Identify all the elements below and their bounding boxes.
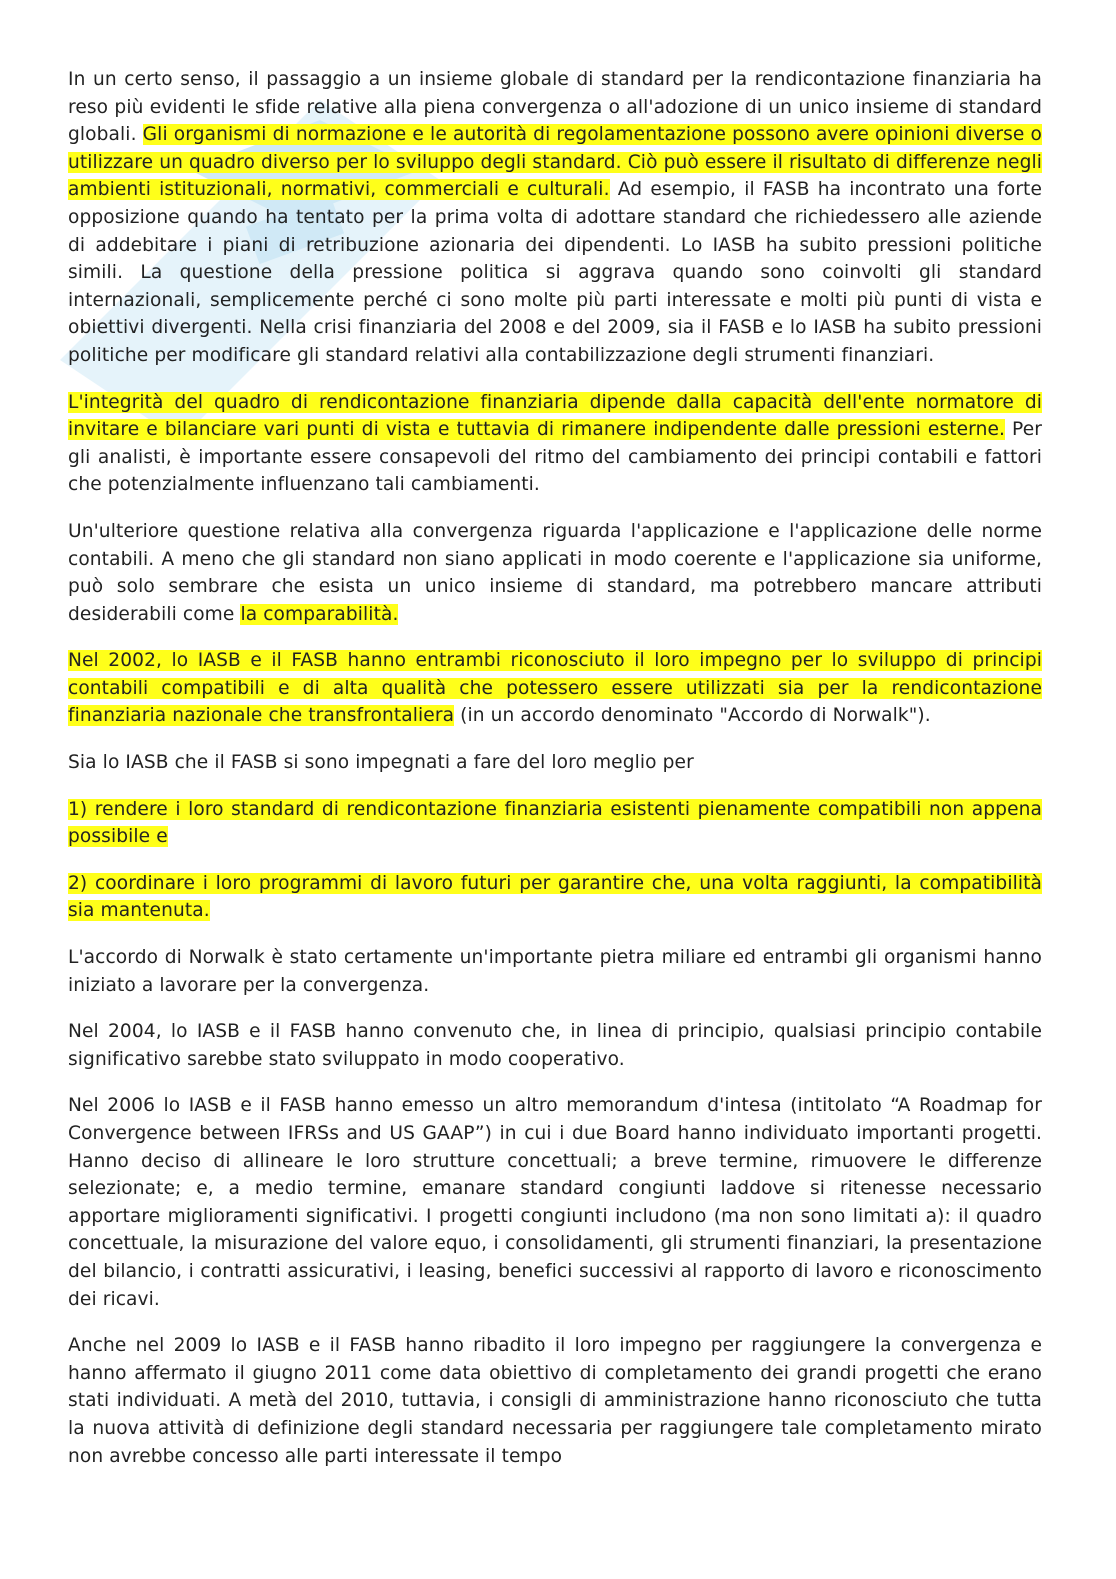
paragraph	[68, 389, 1042, 499]
paragraph	[68, 1092, 1042, 1313]
text-segment: Nel 2006 lo IASB e il FASB hanno emesso un altro memorandum d'intesa (intitolato “A Roadmap for Convergence between IFRSs and US GAAP”) in cui i due Board hanno individuato importanti progetti. Hanno deciso di allineare le loro strutture concettuali; a breve termine, rimuovere le differenze selezionate; e, a medio termine, emanare standard congiunti laddove si ritenesse necessario apportare miglioramenti significativi. I progetti congiunti includono (ma non sono limitati a): il quadro concettuale, la misurazione del valore equo, i consolidamenti, gli strumenti finanziari, la presentazione del bilancio, i contratti assicurativi, i leasing, benefici successivi al rapporto di lavoro e riconoscimento dei ricavi.	[68, 1095, 1042, 1310]
paragraph	[68, 1018, 1042, 1073]
highlighted-text: Gli organismi di normazione e le autorità di regolamentazione possono avere opinioni diverse o utilizzare un quadro diverso per lo sviluppo degli standard. Ciò può essere il risultato di differenze negli ambienti istituzionali, normativi, commerciali e culturali.	[68, 124, 1042, 201]
highlighted-text: L'integrità del quadro di rendicontazione finanziaria dipende dalla capacità dell'ente normatore di invitare e bilanciare vari punti di vista e tuttavia di rimanere indipendente dalle pressioni esterne.	[68, 391, 1042, 441]
paragraph	[68, 796, 1042, 851]
text-segment: Nel 2004, lo IASB e il FASB hanno convenuto che, in linea di principio, qualsiasi principio contabile significativo sarebbe stato sviluppato in modo cooperativo.	[68, 1021, 1042, 1070]
text-segment: L'accordo di Norwalk è stato certamente un'importante pietra miliare ed entrambi gli organismi hanno iniziato a lavorare per la convergenza.	[68, 947, 1042, 996]
paragraph	[68, 749, 1042, 777]
paragraph	[68, 870, 1042, 925]
text-segment: Anche nel 2009 lo IASB e il FASB hanno ribadito il loro impegno per raggiungere la convergenza e hanno affermato il giugno 2011 come data obiettivo di completamento dei grandi progetti che erano stati individuati. A metà del 2010, tuttavia, i consigli di amministrazione hanno riconosciuto che tutta la nuova attività di definizione degli standard necessaria per raggiungere tale completamento mirato non avrebbe concesso alle parti interessate il tempo	[68, 1335, 1042, 1467]
text-segment: Per gli analisti, è importante essere consapevoli del ritmo del cambiamento dei principi contabili e fattori che potenzialmente influenzano tali cambiamenti.	[68, 419, 1042, 496]
highlighted-text: Nel 2002, lo IASB e il FASB hanno entrambi riconosciuto il loro impegno per lo sviluppo di principi contabili compatibili e di alta qualità che potessero essere utilizzati sia per la rendicontazione finanziaria nazionale che transfrontaliera	[68, 650, 1042, 727]
highlighted-text: 1) rendere i loro standard di rendicontazione finanziaria esistenti pienamente compatibili non appena possibile e	[68, 798, 1042, 848]
text-segment: Un'ulteriore questione relativa alla convergenza riguarda l'applicazione e l'applicazione delle norme contabili. A meno che gli standard non siano applicati in modo coerente e l'applicazione sia uniforme, può solo sembrare che esista un unico insieme di standard, ma potrebbero mancare attributi desiderabili come	[68, 520, 1042, 625]
paragraph	[68, 944, 1042, 999]
highlighted-text: 2) coordinare i loro programmi di lavoro futuri per garantire che, una volta raggiunti, la compatibilità sia mantenuta.	[68, 872, 1042, 922]
paragraph	[68, 66, 1042, 370]
document-page	[68, 66, 1042, 1489]
paragraph	[68, 518, 1042, 628]
text-segment: Sia lo IASB che il FASB si sono impegnati a fare del loro meglio per	[68, 752, 694, 774]
text-segment: In un certo senso, il passaggio a un insieme globale di standard per la rendicontazione finanziaria ha reso più evidenti le sfide relative alla piena convergenza o all'adozione di un unico insieme di standard globali.	[68, 69, 1042, 146]
highlighted-text: la comparabilità.	[240, 603, 399, 625]
paragraph	[68, 647, 1042, 730]
text-segment: Ad esempio, il FASB ha incontrato una forte opposizione quando ha tentato per la prima volta di adottare standard che richiedessero alle aziende di addebitare i piani di retribuzione azionaria dei dipendenti. Lo IASB ha subito pressioni politiche simili. La questione della pressione politica si aggrava quando sono coinvolti gli standard internazionali, semplicemente perché ci sono molte più parti interessate e molti più punti di vista e obiettivi divergenti. Nella crisi finanziaria del 2008 e del 2009, sia il FASB e lo IASB ha subito pressioni politiche per modificare gli standard relativi alla contabilizzazione degli strumenti finanziari.	[68, 179, 1042, 366]
text-segment: (in un accordo denominato "Accordo di Norwalk").	[454, 705, 931, 727]
paragraph	[68, 1332, 1042, 1470]
